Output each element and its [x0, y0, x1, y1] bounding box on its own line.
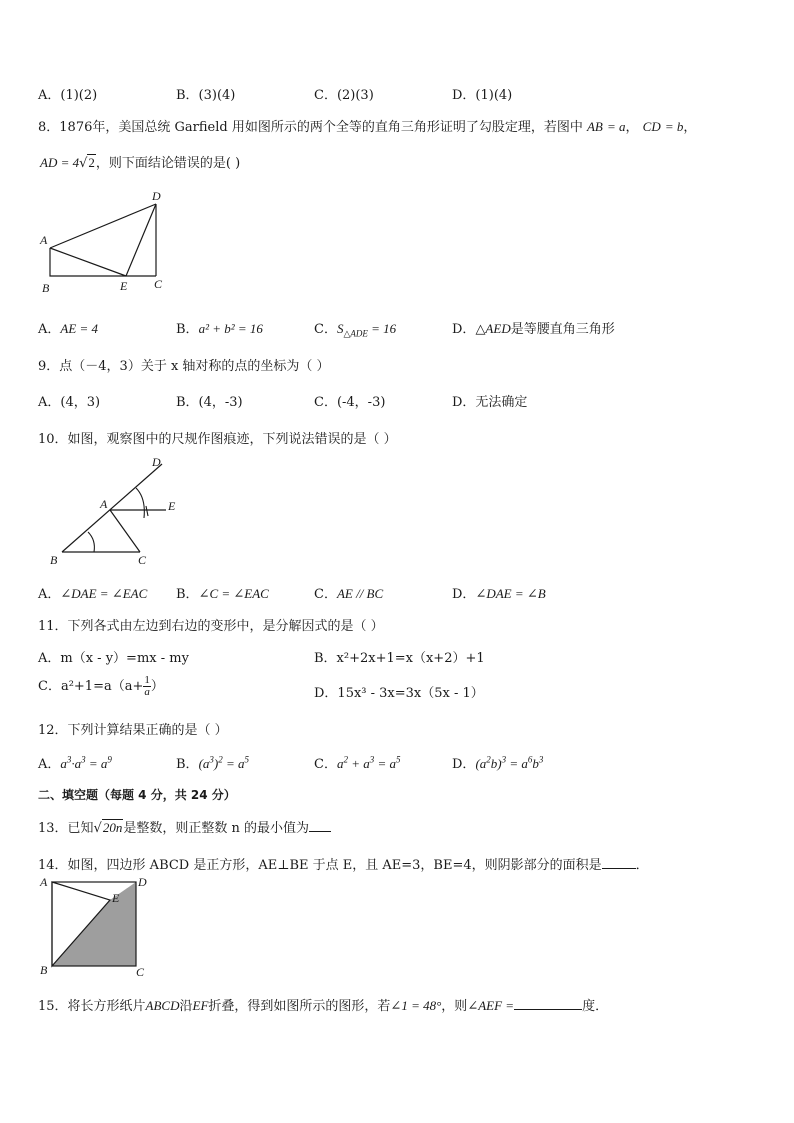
q11-option-c: [38, 675, 164, 698]
q8-option-d-label: D．: [452, 322, 476, 337]
q11-option-c-suffix: ）: [150, 679, 164, 694]
q10-label-d: D: [152, 455, 161, 469]
q14-label-a: A: [40, 875, 48, 889]
q8-stem-line2: [40, 152, 240, 171]
q8-label-a: A: [40, 233, 48, 247]
q8-ab: AB: [586, 119, 603, 134]
q14-label-c: C: [136, 965, 145, 978]
q8-figure-lines: [50, 248, 156, 276]
q12-option-a-label: A．: [38, 757, 61, 772]
q8-option-a-label: A．: [38, 322, 61, 337]
q14-answer-blank[interactable]: [602, 868, 636, 869]
q8-option-d-text: 是等腰直角三角形: [510, 322, 615, 337]
q12-option-a: A．$a^3\cdot a^3 = a^9$: [38, 754, 112, 772]
q15-angle1: ∠1 = 48°: [390, 998, 442, 1013]
q10-bd-ray: [62, 464, 162, 552]
q13-stem: [38, 817, 331, 836]
q7-option-d: D．(1)(4): [452, 88, 513, 103]
q15-prefix: 15．将长方形纸片: [38, 999, 146, 1014]
q9-stem: 9．点（－4，3）关于 x 轴对称的点的坐标为（ ）: [38, 359, 330, 374]
q10-arc-a: [136, 488, 144, 518]
q14-stem-end: ．: [635, 858, 649, 873]
q10-ac-segment: [110, 510, 140, 552]
q10-option-a: [38, 583, 147, 602]
q12-option-c-label: C．: [314, 757, 337, 772]
q12-option-c: C．$a^2 + a^3 = a^5$: [314, 754, 401, 772]
q9-option-a: A．(4，3): [38, 395, 101, 410]
q11-option-a: A．m（x - y）=mx - my: [38, 651, 189, 666]
q8-stem-prefix: 8．1876年，美国总统 Garfield 用如图所示的两个全等的直角三角形证明了勾股定理，若图中: [38, 120, 583, 135]
q15-mid: 沿: [179, 999, 193, 1014]
q10-label-e: E: [168, 499, 176, 513]
q13-radicand: 20n: [102, 820, 123, 835]
q8-sqrt-radicand: 2: [88, 155, 95, 170]
q10-option-a-label: A．: [38, 587, 61, 602]
q15-abcd: ABCD: [145, 998, 180, 1013]
q11-fraction-den: a: [144, 686, 150, 698]
q12-option-d-label: D．: [452, 757, 476, 772]
q8-figure: [36, 190, 176, 300]
q8-ad: AD = 4: [40, 155, 80, 170]
q10-option-d-expr: ∠DAE = ∠B: [475, 586, 546, 601]
q10-option-b-expr: ∠C = ∠EAC: [198, 586, 269, 601]
q9-option-d: D．无法确定: [452, 395, 528, 410]
q10-figure: [44, 452, 194, 570]
q12-option-b: B．$(a^3)^2 = a^5$: [176, 754, 250, 772]
q8-option-c-sub: △ADE: [343, 328, 368, 339]
q8-option-b-label: B．: [176, 322, 199, 337]
q7-option-c: C．(2)(3): [314, 88, 374, 103]
q14-stem-text: 14．如图，四边形 ABCD 是正方形，AE⊥BE 于点 E，且 AE=3，BE=4，则阴影部分的面积是: [38, 858, 602, 873]
q14-label-e: E: [112, 891, 120, 905]
q12-stem: 12．下列计算结果正确的是（ ）: [38, 723, 228, 738]
q10-option-b-label: B．: [176, 587, 199, 602]
q10-label-b: B: [50, 553, 58, 567]
q8-label-c: C: [154, 277, 163, 291]
q8-cd: CD: [642, 119, 661, 134]
q8-option-c: [314, 318, 396, 340]
section2-title: 二、填空题（每题 4 分，共 24 分）: [38, 788, 236, 802]
q10-option-c-expr: AE // BC: [336, 586, 384, 601]
q10-stem: 10．如图，观察图中的尺规作图痕迹，下列说法错误的是（ ）: [38, 432, 397, 447]
q10-option-d: [452, 583, 546, 602]
q12-option-d: D．$(a^2b)^3 = a^6b^3$: [452, 754, 544, 772]
q11-option-d: D．15x³ - 3x=3x（5x - 1）: [314, 686, 484, 701]
q10-arc-b: [88, 532, 94, 552]
q10-label-a: A: [100, 497, 108, 511]
q13-prefix: 13．已知: [38, 821, 94, 836]
q14-label-d: D: [138, 875, 147, 889]
q15-mid3: ，则: [441, 999, 468, 1014]
q10-option-b: [176, 583, 269, 602]
q8-option-c-rest: = 16: [367, 321, 397, 336]
q8-option-c-label: C．: [314, 322, 337, 337]
q11-fraction: [143, 675, 151, 698]
q8-label-e: E: [120, 279, 128, 293]
q9-option-b: B．(4，-3): [176, 395, 243, 410]
q14-figure: [36, 872, 152, 978]
q10-option-c-label: C．: [314, 587, 337, 602]
q8-option-a: [38, 318, 98, 337]
q8-option-c-s: S: [336, 321, 344, 336]
q15-mid2: 折叠，得到如图所示的图形，若: [208, 999, 391, 1014]
q12-option-b-label: B．: [176, 757, 199, 772]
q10-label-c: C: [138, 553, 147, 567]
q11-stem: 11．下列各式由左边到右边的变形中，是分解因式的是（ ）: [38, 619, 384, 634]
q9-option-c: C．(-4，-3): [314, 395, 386, 410]
q13-suffix: 是整数，则正整数 n 的最小值为: [123, 821, 309, 836]
q8-label-d: D: [152, 190, 161, 203]
q7-option-b: B．(3)(4): [176, 88, 236, 103]
q13-sqrt: √20n: [93, 820, 123, 836]
q8-option-d: [452, 318, 615, 337]
q8-stem-suffix: ，则下面结论错误的是( ): [95, 156, 241, 171]
q8-label-b: B: [42, 281, 50, 295]
q8-option-a-expr: AE = 4: [60, 321, 99, 336]
q8-option-d-expr: △AED: [475, 321, 511, 336]
q14-stem: [38, 854, 649, 873]
q10-option-d-label: D．: [452, 587, 476, 602]
q8-eq-b: = b: [664, 119, 684, 134]
q8-sqrt: √2: [79, 155, 95, 171]
q7-option-a: A．(1)(2): [38, 88, 98, 103]
q15-end: 度．: [582, 999, 609, 1014]
q13-answer-blank[interactable]: [309, 831, 331, 832]
q8-eq-a: = a: [607, 119, 626, 134]
q11-fraction-num: 1: [144, 674, 150, 686]
q11-option-c-prefix: C．a²+1=a（a+: [38, 679, 144, 694]
q8-ae-segment: [50, 248, 126, 276]
q15-stem: [38, 995, 608, 1014]
q15-ef: EF: [192, 998, 209, 1013]
q10-option-a-expr: ∠DAE = ∠EAC: [60, 586, 148, 601]
q11-option-b: B．x²+2x+1=x（x+2）+1: [314, 651, 485, 666]
q10-option-c: [314, 583, 383, 602]
q15-angle-aef: ∠AEF =: [467, 998, 515, 1013]
q15-answer-blank[interactable]: [514, 1009, 582, 1010]
q14-label-b: B: [40, 963, 48, 977]
q8-stem: 8．1876年，美国总统 Garfield 用如图所示的两个全等的直角三角形证明了勾股定理，若图中 AB = a， CD = b，: [38, 119, 697, 135]
q8-option-b: [176, 318, 263, 337]
q8-option-b-expr: a² + b² = 16: [198, 321, 263, 336]
q10-arc-small: [146, 506, 148, 516]
